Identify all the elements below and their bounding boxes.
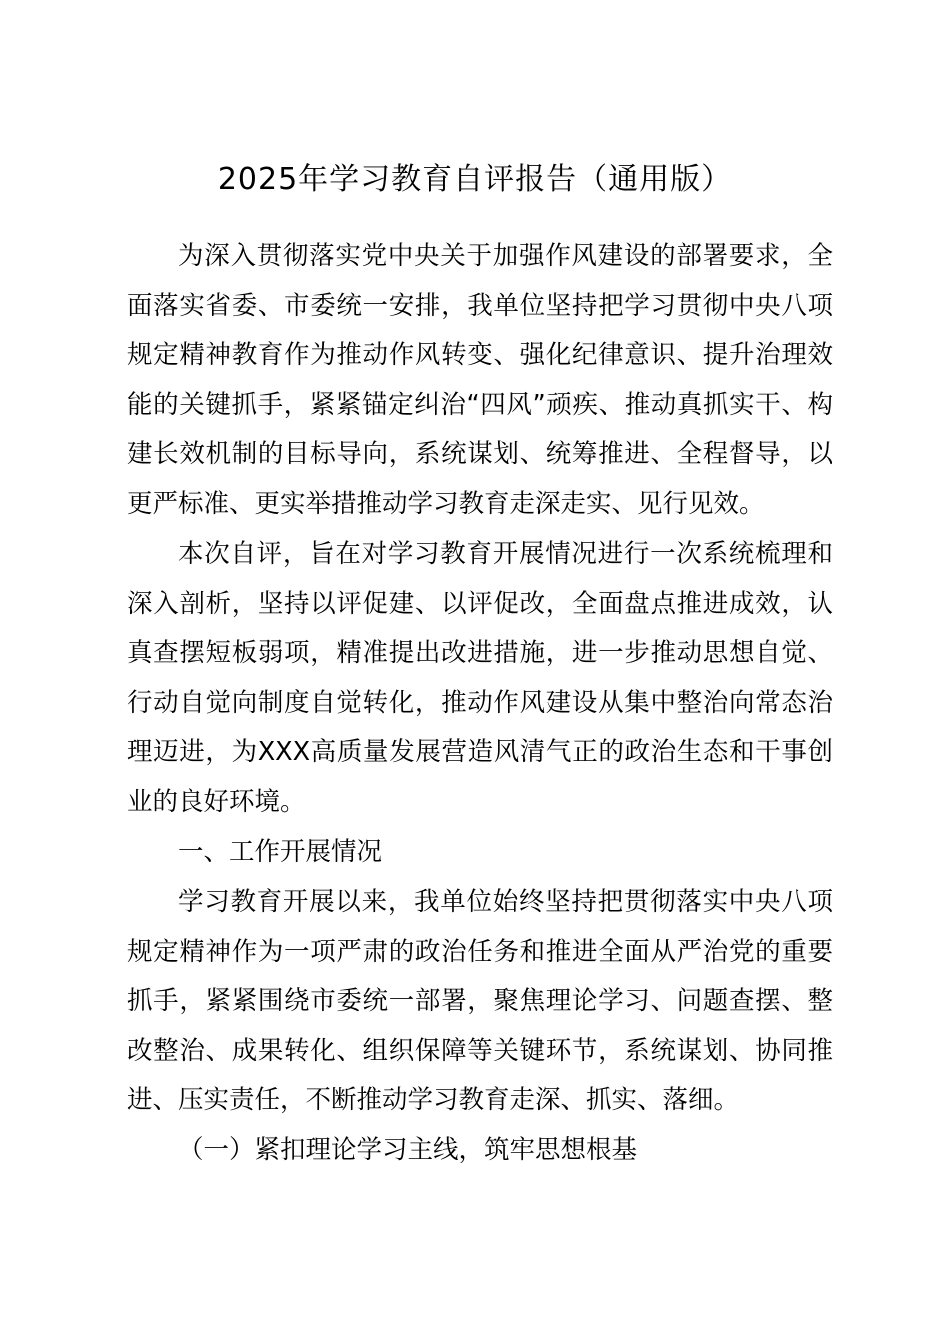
- subsection-heading-theory-study: （一）紧扣理论学习主线，筑牢思想根基: [178, 1135, 638, 1165]
- intro-paragraph: 为深入贯彻落实党中央关于加强作风建设的部署要求，全面落实省委、市委统一安排，我单位坚持把学习贯彻中央八项规定精神教育作为推动作风转变、强化纪律意识、提升治理效能的关键抓手，紧紧锚定纠治“四风”顽疾、推动真抓实干、构建长效机制的目标导向，系统谋划、统筹推进、全程督导，以更严标准、更实举措推动学习教育走深走实、见行见效。: [127, 241, 833, 519]
- document-title: 2025年学习教育自评报告（通用版）: [217, 162, 733, 197]
- section-heading-work-progress: 一、工作开展情况: [178, 837, 383, 867]
- purpose-paragraph: 本次自评，旨在对学习教育开展情况进行一次系统梳理和深入剖析，坚持以评促建、以评促改，全面盘点推进成效，认真查摆短板弱项，精准提出改进措施，进一步推动思想自觉、行动自觉向制度自觉转化，推动作风建设从集中整治向常态治理迈进，为XXX高质量发展营造风清气正的政治生态和干事创业的良好环境。: [127, 539, 833, 817]
- work-progress-paragraph: 学习教育开展以来，我单位始终坚持把贯彻落实中央八项规定精神作为一项严肃的政治任务和推进全面从严治党的重要抓手，紧紧围绕市委统一部署，聚焦理论学习、问题查摆、整改整治、成果转化、组织保障等关键环节，系统谋划、协同推进、压实责任，不断推动学习教育走深、抓实、落细。: [127, 887, 833, 1115]
